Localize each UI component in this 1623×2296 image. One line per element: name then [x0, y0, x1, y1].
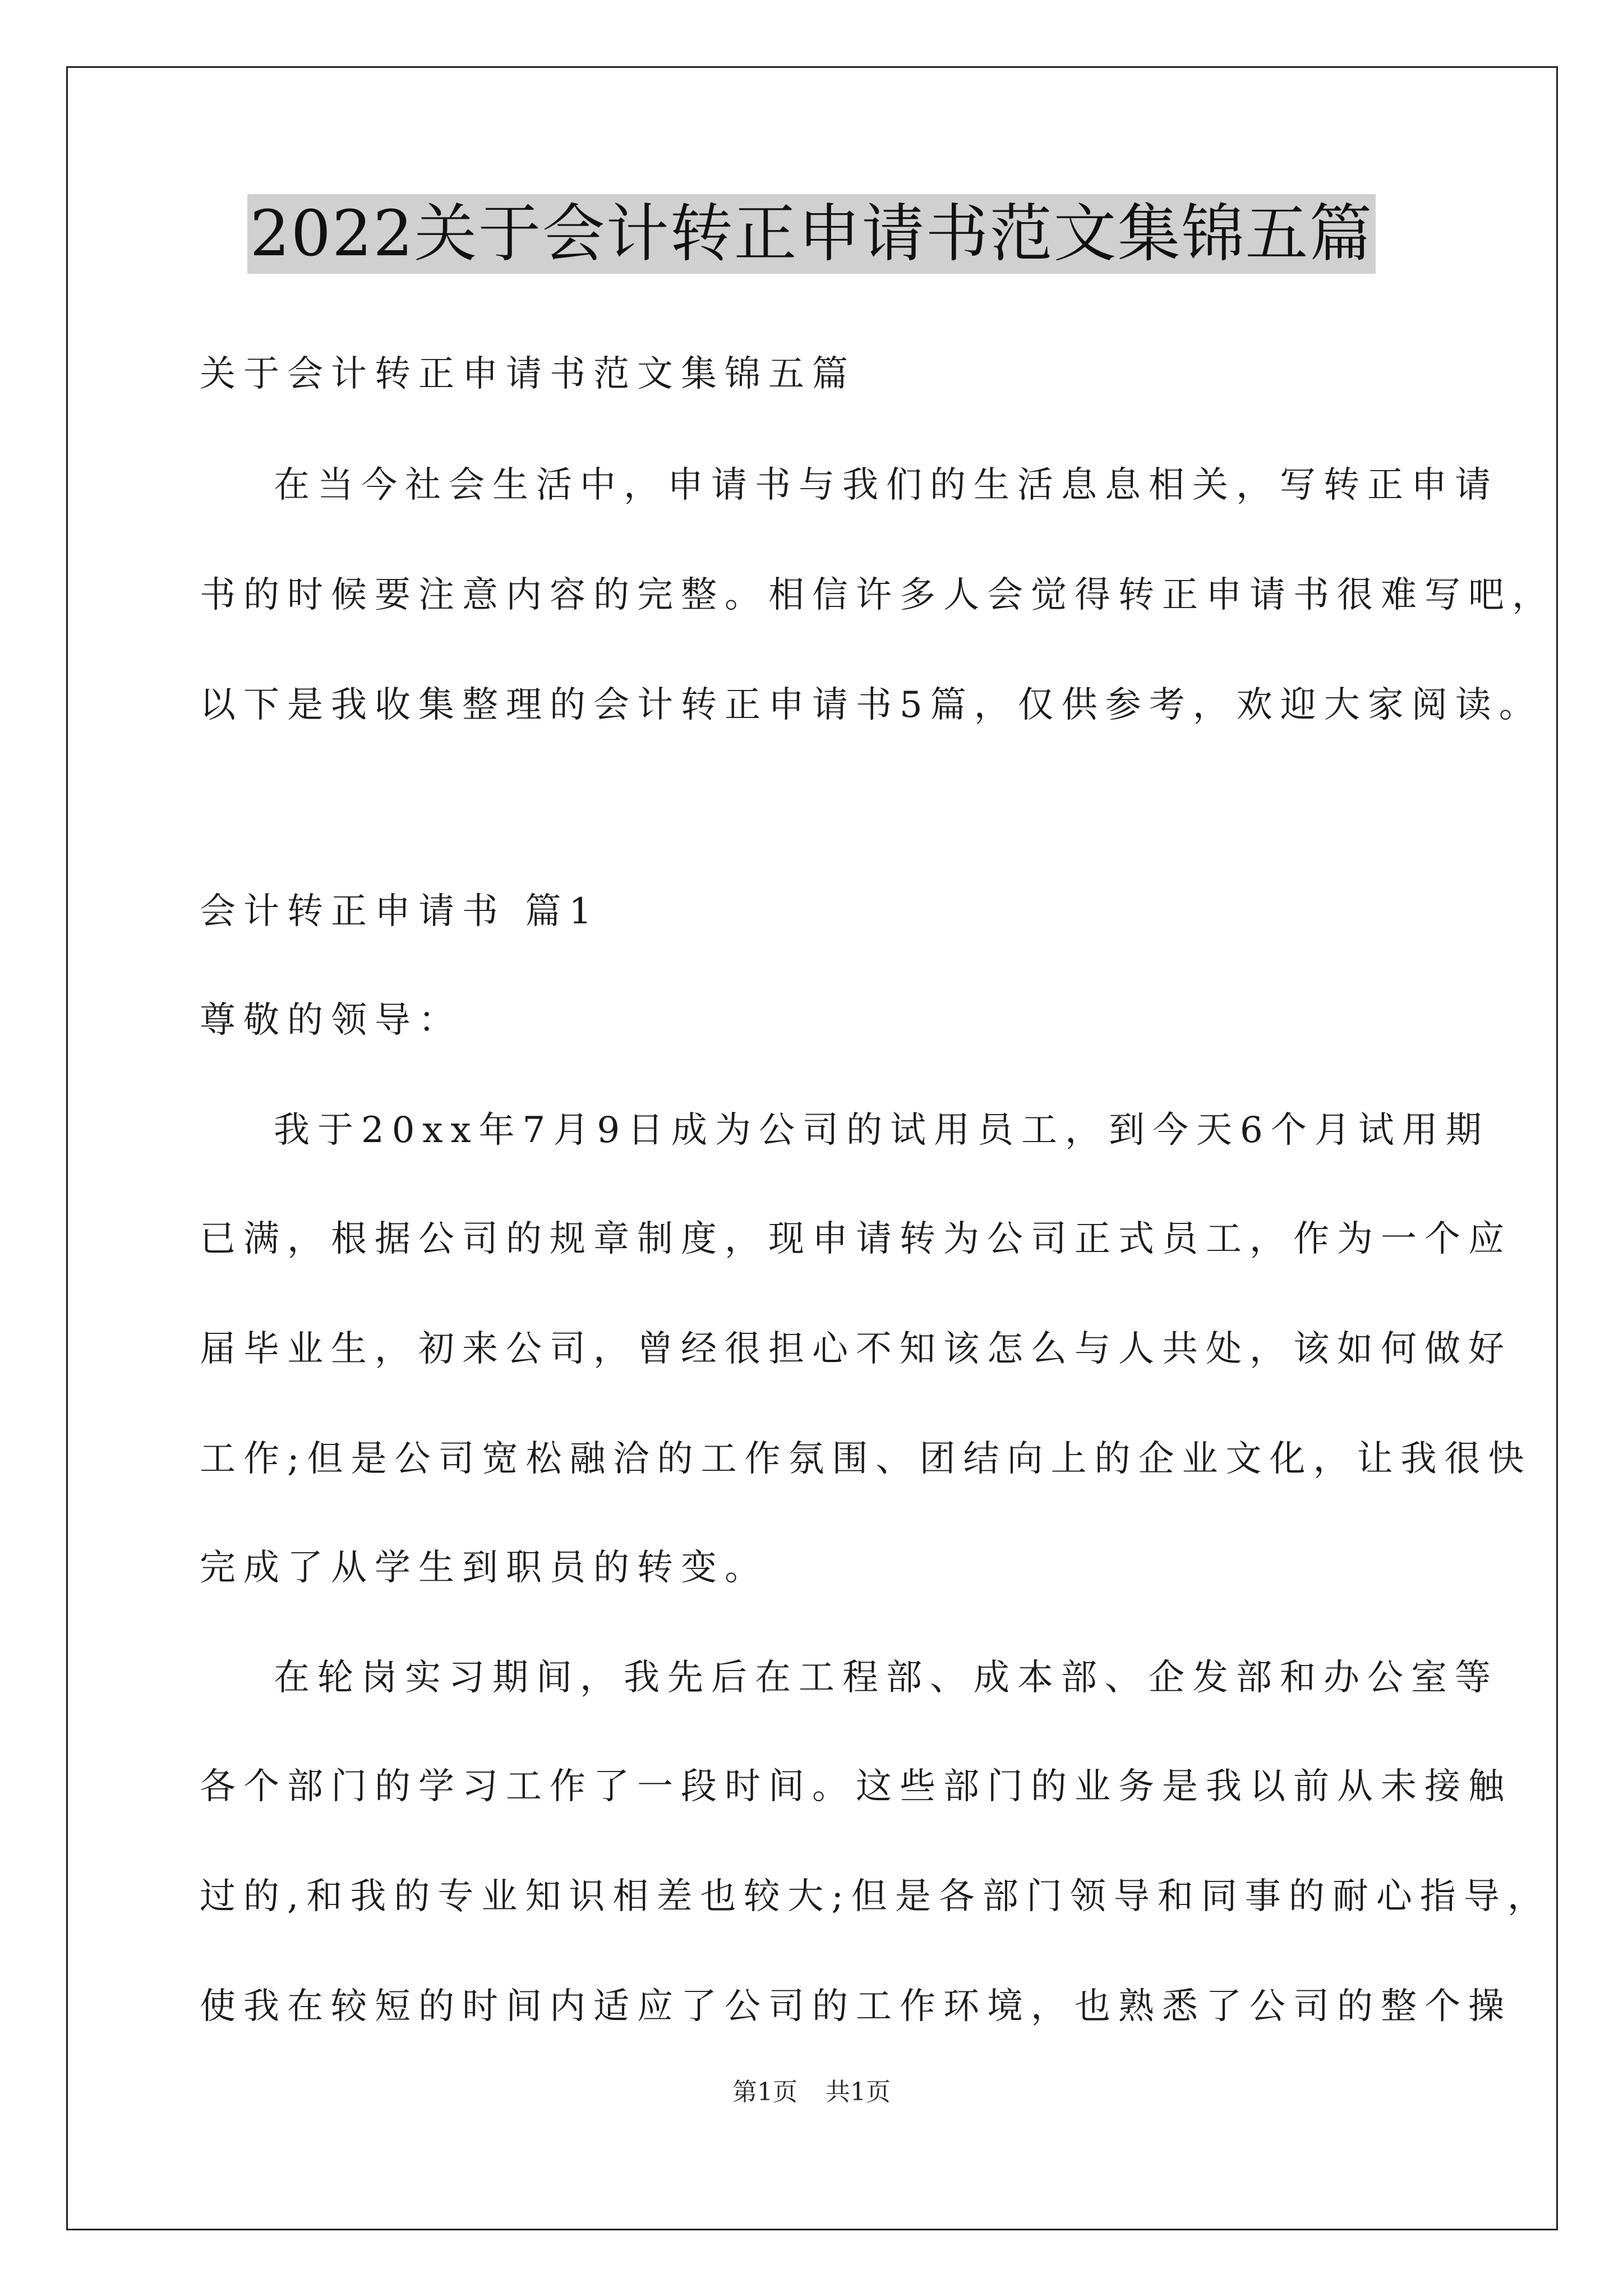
paragraph-line: 在轮岗实习期间，我先后在工程部、成本部、企发部和办公室等 [274, 1657, 1498, 1699]
page-footer [0, 2076, 1623, 2109]
page-number: 第1页 [732, 2078, 797, 2106]
paragraph-line: 完成了从学生到职员的转变。 [200, 1547, 768, 1589]
paragraph-line: 我于20xx年7月9日成为公司的试用员工，到今天6个月试用期 [274, 1110, 1490, 1151]
section-heading: 会计转正申请书 篇1 [200, 891, 600, 932]
page-total: 共1页 [826, 2078, 891, 2106]
paragraph-line: 在当今社会生活中，申请书与我们的生活息息相关，写转正申请 [274, 464, 1498, 506]
salutation: 尊敬的领导： [200, 1000, 462, 1041]
paragraph-line: 过的,和我的专业知识相差也较大;但是各部门领导和同事的耐心指导， [200, 1876, 1551, 1917]
paragraph-line: 工作;但是公司宽松融洽的工作氛围、团结向上的企业文化，让我很快 [200, 1438, 1532, 1480]
paragraph-line: 已满，根据公司的规章制度，现申请转为公司正式员工，作为一个应 [200, 1218, 1512, 1260]
paragraph-line: 使我在较短的时间内适应了公司的工作环境，也熟悉了公司的整个操 [200, 1986, 1512, 2027]
subtitle-line: 关于会计转正申请书范文集锦五篇 [200, 353, 856, 395]
title-wrapper [0, 194, 1623, 274]
document-title: 2022关于会计转正申请书范文集锦五篇 [247, 194, 1375, 274]
paragraph-line: 以下是我收集整理的会计转正申请书5篇，仅供参考，欢迎大家阅读。 [200, 684, 1543, 726]
paragraph-line: 届毕业生，初来公司，曾经很担心不知该怎么与人共处，该如何做好 [200, 1328, 1512, 1370]
paragraph-line: 书的时候要注意内容的完整。相信许多人会觉得转正申请书很难写吧， [200, 574, 1556, 616]
paragraph-line: 各个部门的学习工作了一段时间。这些部门的业务是我以前从未接触 [200, 1766, 1512, 1807]
